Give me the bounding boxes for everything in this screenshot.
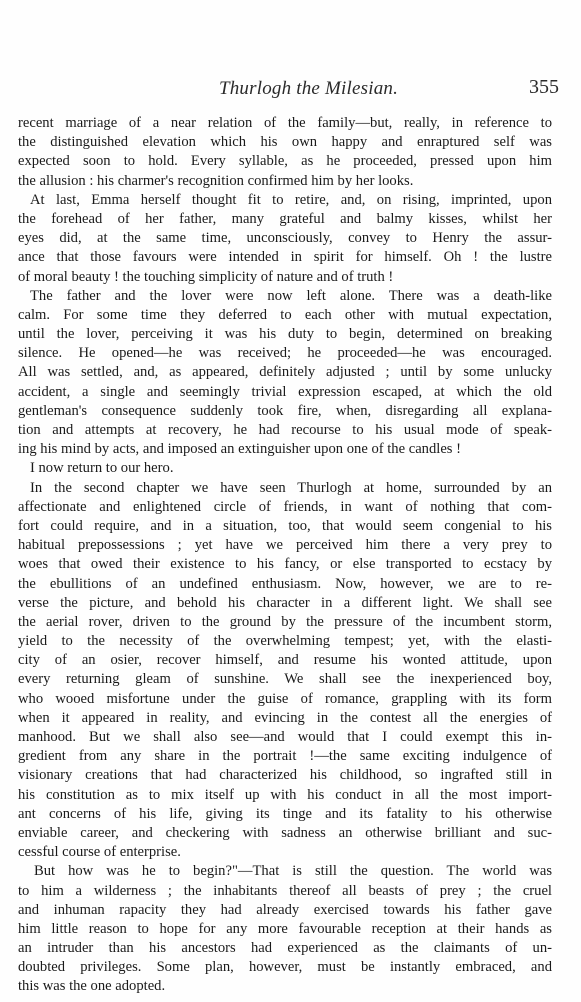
text-line: him little reason to hope for any more favourable reception at their hands as (18, 920, 552, 937)
text-line: tion and attempts at recovery, he had recourse to his usual mode of speak- (18, 422, 552, 438)
text-line: this was the one adopted. (18, 978, 166, 995)
text-line: cessful course of enterprise. (18, 844, 181, 861)
text-line: of moral beauty ! the touching simplicity of nature and of truth ! (18, 268, 394, 285)
text-line: fort could require, and in a situation, too, that would seem congenial to his (18, 517, 552, 534)
text-line: visionary creations that had characterized his childhood, so ingrafted still in (18, 767, 552, 784)
text-line: I now return to our hero. (30, 460, 174, 477)
text-line: gentleman's consequence suddenly took fire, when, disregarding all explana- (18, 402, 552, 419)
text-line: the allusion : his charmer's recognition confirmed him by her looks. (18, 172, 414, 189)
text-line: eyes did, at the same time, unconsciously, convey to Henry the assur- (18, 230, 552, 247)
text-line: enviable career, and checkering with sadness an otherwise brilliant and suc- (18, 824, 552, 841)
text-line: silence. He opened—he was received; he proceeded—he was encouraged. (18, 345, 552, 362)
page-number: 355 (529, 76, 559, 98)
text-line: yield to the necessity of the overwhelming tempest; yet, with the elasti- (18, 633, 552, 650)
text-line: and inhuman rapacity they had already exercised towards his father gave (18, 901, 552, 918)
text-line: the aerial rover, driven to the ground by the pressure of the incumbent storm, (18, 613, 552, 630)
text-line: manhood. But we shall also see—and would that I could exempt this in- (18, 729, 552, 745)
text-line: an intruder than his ancestors had experienced as the claimants of un- (18, 940, 552, 957)
running-head (18, 78, 569, 102)
text-line: until the lover, perceiving it was his duty to begin, determined on breaking (18, 326, 552, 343)
text-line: the distinguished elevation which his own happy and enraptured self was (18, 134, 552, 151)
text-line: his constitution as to mix itself up with his conduct in all the most import- (18, 786, 552, 803)
body-text (18, 114, 552, 997)
text-line: The father and the lover were now left alone. There was a death-like (30, 287, 552, 304)
text-line: when it appeared in reality, and evincing in the contest all the energies of (18, 709, 552, 726)
text-line: verse the picture, and behold his character in a different light. We shall see (18, 594, 552, 611)
text-line: expected soon to hold. Every syllable, as he proceeded, pressed upon him (18, 153, 552, 170)
text-line: the ebullitions of an undefined enthusiasm. Now, however, we are to re- (18, 575, 552, 592)
text-line: accident, a single and seemingly trivial expression escaped, at which the old (18, 383, 552, 400)
text-line: affectionate and enlightened circle of friends, in want of nothing that com- (18, 498, 552, 515)
text-line: But how was he to begin?"—That is still the question. The world was (34, 863, 552, 880)
text-line: the forehead of her father, many grateful and balmy kisses, whilst her (18, 210, 552, 227)
text-line: who wooed misfortune under the guise of romance, grappling with its form (18, 690, 552, 707)
text-line: All was settled, and, as appeared, definitely adjusted ; until by some unlucky (18, 364, 552, 381)
text-line: ing his mind by acts, and imposed an extinguisher upon one of the candles ! (18, 441, 461, 458)
text-line: ance that those favours were intended in spirit for himself. Oh ! the lustre (18, 249, 552, 266)
text-line: calm. For some time they deferred to each other with mutual expectation, (18, 306, 552, 323)
text-line: doubted privileges. Some plan, however, must be instantly embraced, and (18, 959, 552, 976)
text-line: habitual prepossessions ; yet have we perceived him there a very prey to (18, 537, 552, 554)
text-line: gredient from any share in the portrait !—the same exciting indulgence of (18, 748, 552, 765)
text-line: ant concerns of his life, giving its tinge and its fatality to his otherwise (18, 805, 552, 822)
text-line: every returning gleam of sunshine. We shall see the inexperienced boy, (18, 671, 552, 688)
text-line: to him a wilderness ; the inhabitants thereof all beasts of prey ; the cruel (18, 882, 552, 899)
text-line: In the second chapter we have seen Thurlogh at home, surrounded by an (30, 479, 552, 496)
text-line: city of an osier, recover himself, and resume his wonted attitude, upon (18, 652, 552, 669)
text-line: At last, Emma herself thought fit to retire, and, on rising, imprinted, upon (30, 191, 552, 208)
text-line: woes that owed their existence to his fancy, or else transported to ecstacy by (18, 556, 552, 573)
running-title: Thurlogh the Milesian. (218, 78, 399, 99)
text-line: recent marriage of a near relation of the family—but, really, in reference to (18, 115, 552, 131)
